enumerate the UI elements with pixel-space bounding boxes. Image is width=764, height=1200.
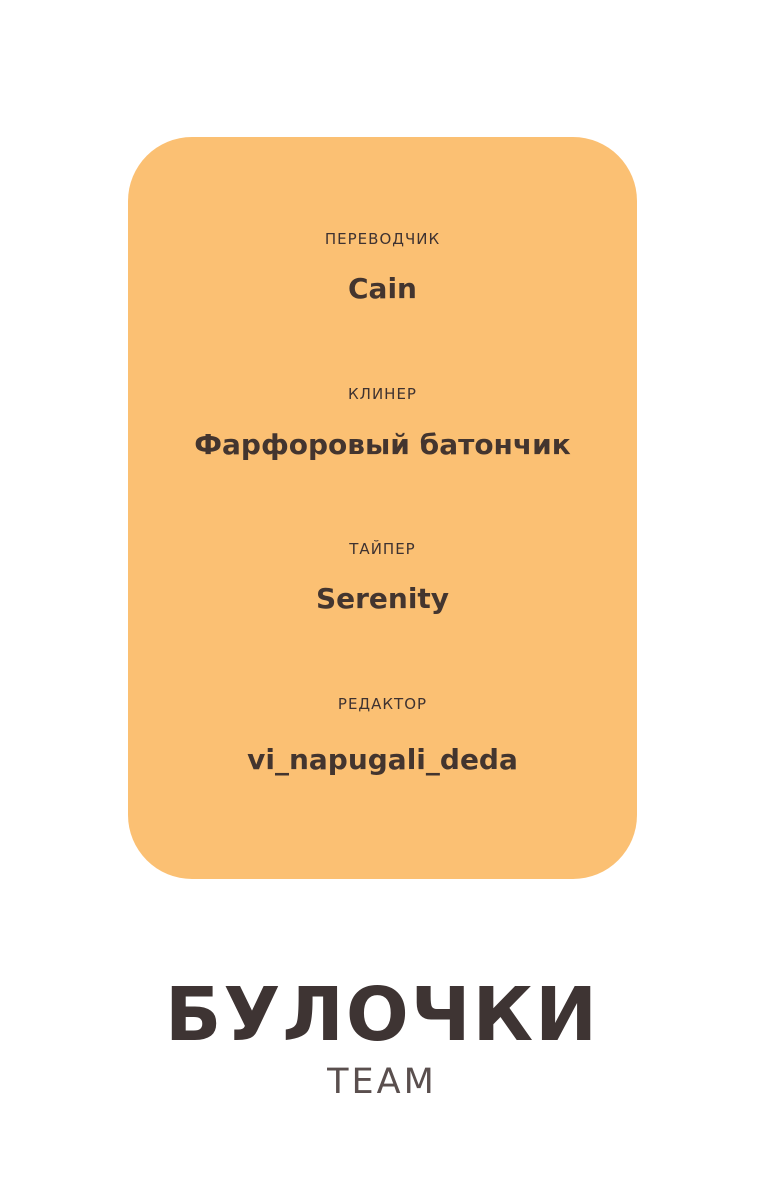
- role-name-cleaner: Фарфоровый батончик: [194, 428, 571, 461]
- role-name-translator: Cain: [348, 272, 417, 305]
- role-label-cleaner: КЛИНЕР: [348, 385, 417, 403]
- role-name-editor: vi_napugali_deda: [247, 743, 518, 776]
- team-logo-subtitle: TEAM: [327, 1062, 437, 1102]
- team-logo-title: БУЛОЧКИ: [164, 972, 600, 1058]
- role-label-translator: ПЕРЕВОДЧИК: [324, 230, 441, 248]
- role-name-typer: Serenity: [315, 582, 450, 615]
- role-label-typer: ТАЙПЕР: [349, 540, 416, 558]
- credits-card: [128, 137, 637, 879]
- role-label-editor: РЕДАКТОР: [337, 695, 428, 713]
